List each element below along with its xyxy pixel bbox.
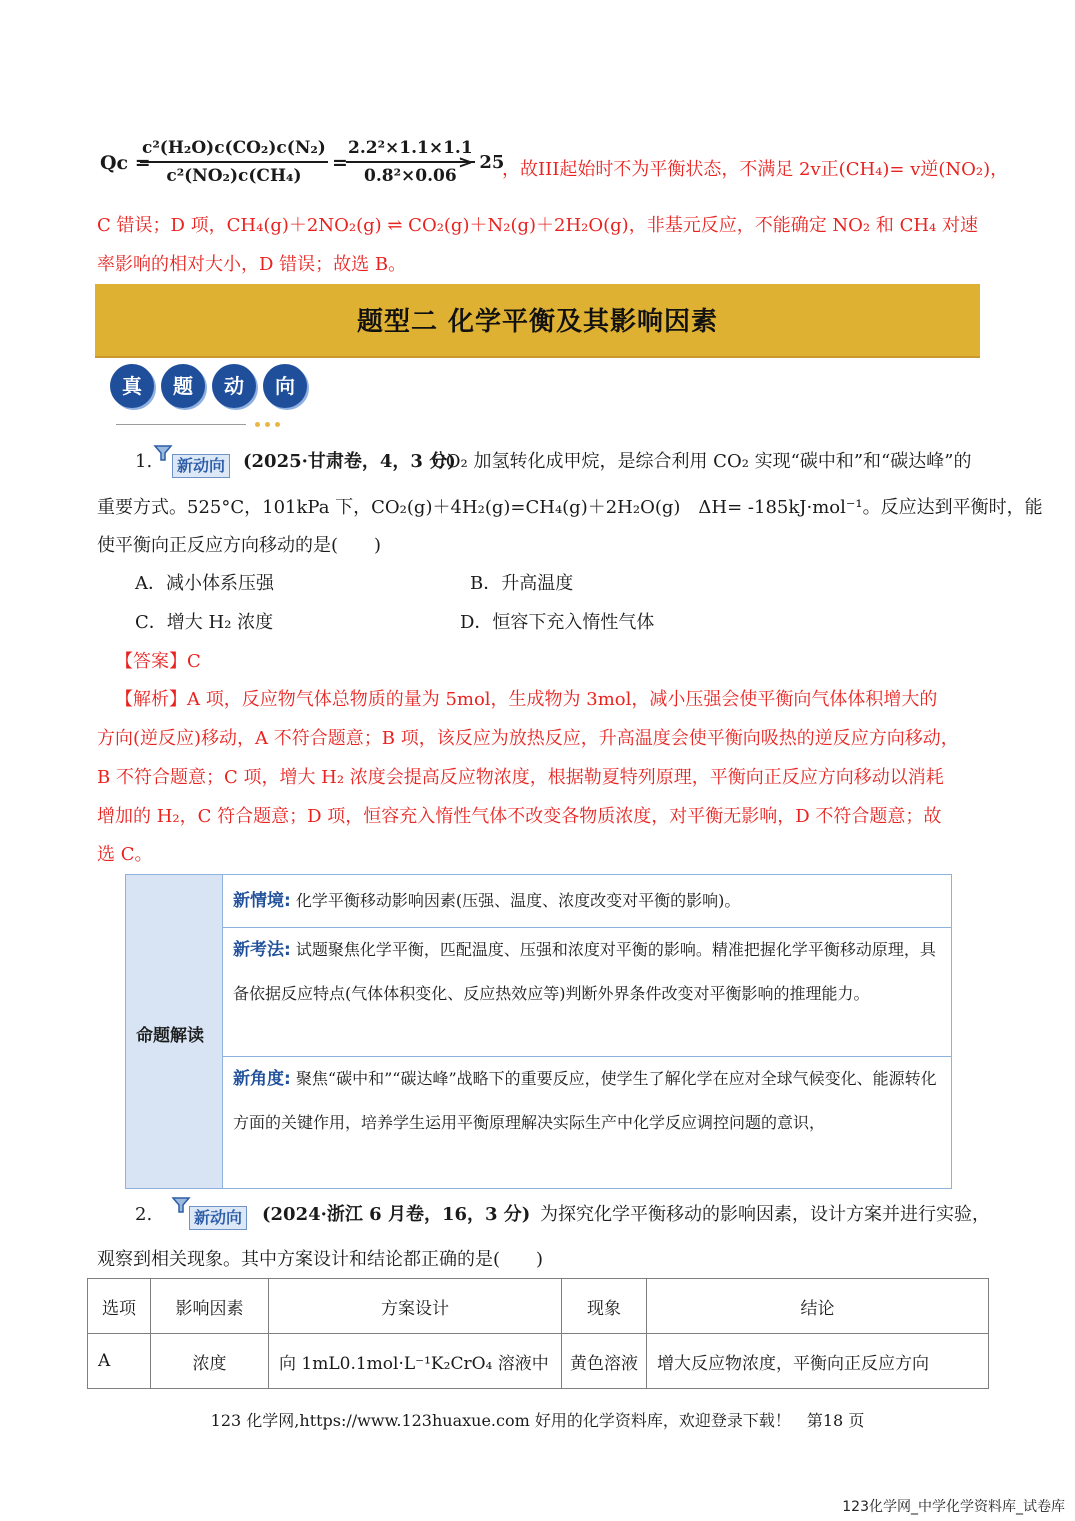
table-header: 影响因素 [151,1279,269,1334]
table-cell: 浓度 [151,1334,269,1389]
q2-stem-line-1: 为探究化学平衡移动的影响因素，设计方案并进行实验， [540,1204,990,1225]
interpretation-side-label: 命题解读 [136,1026,204,1046]
fraction-numerator: c²(H₂O)c(CO₂)c(N₂) [140,138,328,163]
interp-row-method [223,928,951,1057]
prev-analysis-line-2: 率影响的相对大小，D 错误；故选 B。 [97,254,407,275]
circle-ti: 题 [161,364,205,408]
decor-dot [255,422,260,427]
table-cell: A [88,1334,151,1389]
new-trend-badge: 新动向 [172,454,230,478]
equals-sign: = [332,152,348,174]
angle-label: 新角度: [233,1069,291,1089]
table-header: 现象 [562,1279,647,1334]
context-text: 化学平衡移动影响因素(压强、温度、浓度改变对平衡的影响)。 [295,891,741,910]
q1-stem-line-1: CO₂ 加氢转化成甲烷，是综合利用 CO₂ 实现“碳中和”和“碳达峰”的 [432,451,972,472]
q1-option-c: C．增大 H₂ 浓度 [135,612,274,633]
interp-row-angle [223,1057,951,1188]
decor-dot [275,422,280,427]
flask-icon [152,444,174,462]
section-banner [95,284,980,356]
interpretation-side [126,875,223,1188]
angle-text: 聚焦“碳中和”“碳达峰”战略下的重要反应，使学生了解化学在应对全球气候变化、能源转化方面的关键作用，培养学生运用平衡原理解决实际生产中化学反应调控问题的意识， [233,1069,937,1132]
value-denominator: 0.8²×0.06 [364,166,457,186]
q2-source: (2024·浙江 6 月卷，16，3 分) [262,1204,531,1225]
context-label: 新情境: [233,891,291,911]
table-cell: 向 1mL0.1mol·L⁻¹K₂CrO₄ 溶液中 [269,1334,562,1389]
greater-than-25: > 25 [458,152,505,173]
circle-dong: 动 [212,364,256,408]
method-label: 新考法: [233,940,291,960]
q1-option-d: D．恒容下充入惰性气体 [460,612,655,633]
qc-formula [100,136,1009,198]
qc-label: Qc = [100,152,151,174]
circle-xiang: 向 [263,364,307,408]
formula-conclusion: ，故III起始时不为平衡状态，不满足 2v正(CH₄)= v逆(NO₂)， [502,159,1009,180]
q1-analysis-4: 增加的 H₂，C 符合题意；D 项，恒容充入惰性气体不改变各物质浓度，对平衡无影响，D 不符合题意；故 [97,806,942,827]
q1-answer: 【答案】C [115,651,201,672]
prev-analysis-line-1: C 错误；D 项，CH₄(g)＋2NO₂(g) ⇌ CO₂(g)＋N₂(g)＋2H₂O(g)，非基元反应，不能确定 NO₂ 和 CH₄ 对速 [97,215,978,236]
table-row [88,1334,989,1389]
value-numerator: 2.2²×1.1×1.1 [346,138,475,163]
interpretation-box [125,874,952,1189]
fraction-denominator: c²(NO₂)c(CH₄) [166,166,302,186]
table-header: 方案设计 [269,1279,562,1334]
table-header: 选项 [88,1279,151,1334]
decor-dot [265,422,270,427]
q1-option-a: A．减小体系压强 [135,573,274,594]
table-header-row [88,1279,989,1334]
q1-option-b: B．升高温度 [470,573,574,594]
options-table [87,1278,989,1389]
table-cell: 黄色溶液 [562,1334,647,1389]
q1-stem-line-2: 重要方式。525°C，101kPa 下，CO₂(g)＋4H₂(g)=CH₄(g)＋2H₂O(g) ΔH= -185kJ·mol⁻¹。反应达到平衡时，能 [97,497,1043,518]
qc-value-fraction [346,138,475,186]
section-divider [116,424,246,425]
table-header: 结论 [647,1279,989,1334]
interp-row-context [223,875,951,928]
q1-analysis-5: 选 C。 [97,844,153,865]
q2-stem-line-2: 观察到相关现象。其中方案设计和结论都正确的是( ) [97,1249,544,1270]
corner-watermark: 123化学网_中学化学资料库_试卷库 [842,1499,1065,1515]
q1-analysis-3: B 不符合题意；C 项，增大 H₂ 浓度会提高反应物浓度，根据勒夏特列原理，平衡向正反应方向移动以消耗 [97,767,944,788]
method-text: 试题聚焦化学平衡，匹配温度、压强和浓度对平衡的影响。精准把握化学平衡移动原理，具备依据反应特点(气体体积变化、反应热效应等)判断外界条件改变对平衡影响的推理能力。 [233,940,936,1003]
new-trend-badge: 新动向 [189,1206,247,1230]
q1-analysis-1: 【解析】A 项，反应物气体总物质的量为 5mol，生成物为 3mol，减小压强会使平衡向气体体积增大的 [115,689,938,710]
q1-analysis-2: 方向(逆反应)移动，A 不符合题意；B 项，该反应为放热反应，升高温度会使平衡向吸热的逆反应方向移动， [97,728,959,749]
section-title: 题型二 化学平衡及其影响因素 [356,307,719,337]
q1-stem-line-3: 使平衡向正反应方向移动的是( ) [97,535,382,556]
q1-source: (2025·甘肃卷，4，3 分) [243,451,456,472]
page-footer: 123 化学网,https://www.123huaxue.com 好用的化学资料库，欢迎登录下载！ 第18 页 [210,1411,865,1430]
q2-number: 2. [135,1204,153,1225]
circle-zhen: 真 [110,364,154,408]
table-cell: 增大反应物浓度，平衡向正反应方向 [647,1334,989,1389]
qc-fraction [140,138,328,186]
q1-number: 1. [135,451,153,472]
